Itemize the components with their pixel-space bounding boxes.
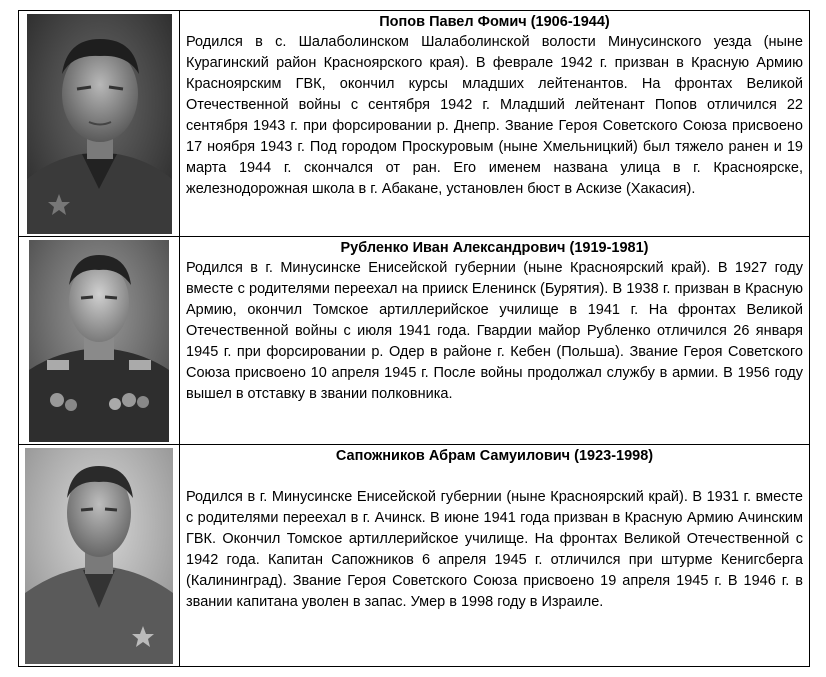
bio-text: Родился в г. Минусинске Енисейской губернии (ныне Красноярский край). В 1931 г. вместе с родителями переехал в г. Ачинск. В июне 1941 года призван в Красную Армию Ачинским ГВК. Окончил Томское артиллерийское училище. На фронтах Великой Отечественной с 1942 года. Капитан Сапожников 6 апреля 1945 г. отличился при штурме Кенигсберга (Калининград). Звание Героя Советского Союза присвоено 19 апреля 1945 г. В 1946 г. в звании капитана уволен в запас. Умер в 1998 году в Израиле.	[186, 489, 803, 610]
portrait-photo	[27, 14, 172, 234]
bio-cell	[180, 237, 810, 445]
spacer	[186, 466, 803, 487]
person-name: Попов Павел Фомич (1906-1944)	[379, 14, 610, 30]
person-name: Сапожников Абрам Самуилович (1923-1998)	[335, 448, 654, 464]
table-row	[19, 11, 810, 237]
table-row	[19, 445, 810, 667]
photo-cell	[19, 237, 180, 445]
biography-table	[18, 10, 810, 667]
bio-cell	[180, 445, 810, 667]
table-row	[19, 237, 810, 445]
bio-cell	[180, 11, 810, 237]
portrait-photo	[29, 240, 169, 442]
bio-text: Родился в с. Шалаболинском Шалаболинской волости Минусинского уезда (ныне Курагинский район Красноярского края). В феврале 1942 г. призван в Красную Армию Красноярским ГВК, окончил курсы младших лейтенантов. На фронтах Великой Отечественной войны с сентября 1942 г. Младший лейтенант Попов отличился 22 сентября 1943 г. при форсировании р. Днепр. Звание Героя Советского Союза присвоено 17 ноября 1943 г. Под городом Проскуровым (ныне Хмельницкий) был тяжело ранен и 19 марта 1944 г. скончался от ран. Его именем названа улица в г. Красноярске, железнодорожная школа в г. Абакане, установлен бюст в Аскизе (Хакасия).	[186, 34, 803, 197]
bio-text: Родился в г. Минусинске Енисейской губернии (ныне Красноярский край). В 1927 году вместе с родителями переехал на прииск Еленинск (Бурятия). В 1938 г. призван в Красную Армию, окончил Томское артиллерийское училище в 1941 г. На фронтах Великой Отечественной войны с июля 1941 года. Гвардии майор Рубленко отличился 26 января 1945 г. при форсировании р. Одер в районе г. Кебен (Польша). Звание Героя Советского Союза присвоено 10 апреля 1945 г. После войны продолжал службу в армии. В 1956 году вышел в отставку в звании полковника.	[186, 260, 803, 402]
photo-cell	[19, 445, 180, 667]
portrait-photo	[25, 448, 173, 664]
photo-cell	[19, 11, 180, 237]
person-name: Рубленко Иван Александрович (1919-1981)	[340, 240, 649, 256]
